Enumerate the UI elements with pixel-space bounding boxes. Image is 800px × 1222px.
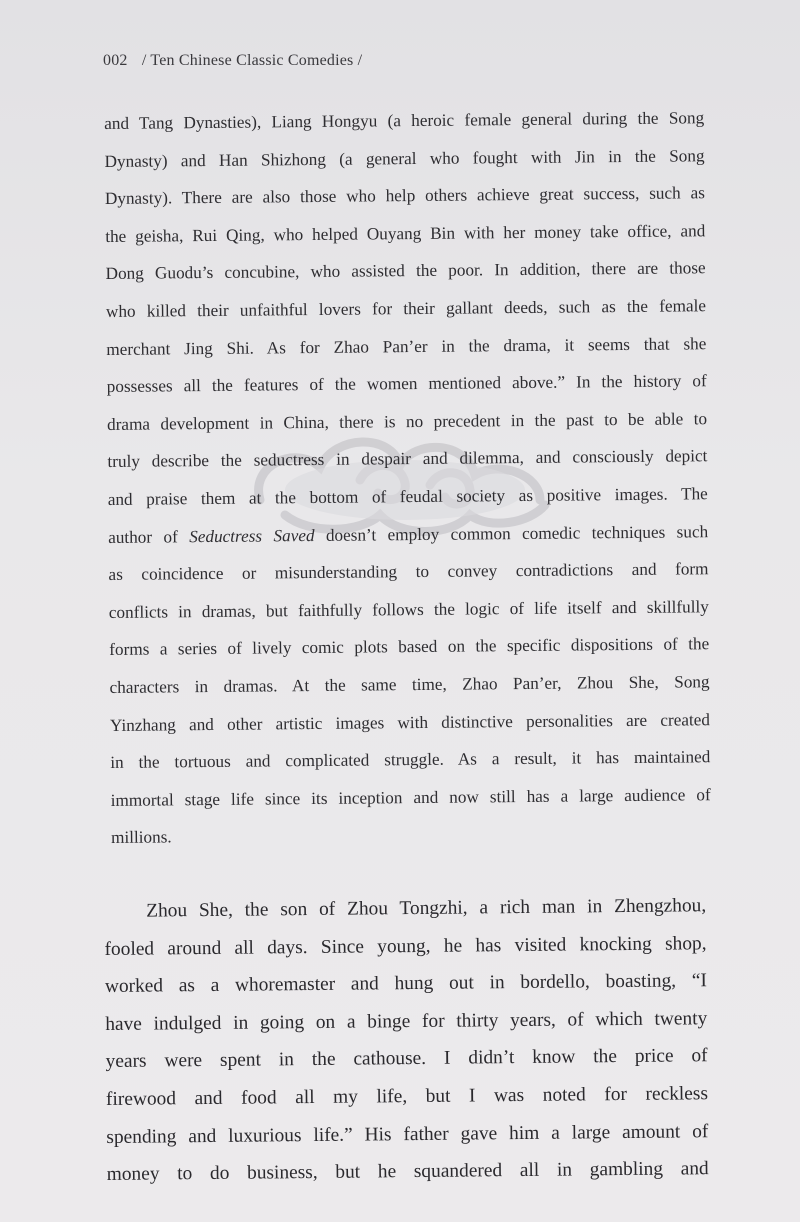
text-line: firewood and food all my life, but I was noted for reckless [105,1083,709,1110]
text-line: immortal stage life since its inception and now still has a large audience of [110,784,711,810]
text-line: spending and luxurious life.” His father gave him a large amount of [106,1120,709,1148]
running-title: / Ten Chinese Classic Comedies / [141,52,363,69]
text-line: forms a series of lively comic plots based on the specific dispositions of the [109,634,710,660]
text-line: money to do business, but he squandered all in gambling and [106,1158,709,1186]
text-line: truly describe the seductress in despair and dilemma, and consciously depict [107,446,708,472]
work-title: Seductress Saved [189,525,315,546]
text-line: characters in dramas. At the same time, Zhao Pan’er, Zhou She, Song [109,672,710,697]
text-line: who killed their unfaithful lovers for their gallant deeds, such as the female [105,296,707,321]
paragraph-continued [104,99,711,857]
text-line: the geisha, Rui Qing, who helped Ouyang Bin with her money take office, and [105,221,706,246]
text-line: drama development in China, there is no precedent in the past to be able to [106,408,708,434]
text-line: as coincidence or misunderstanding to convey contradictions and form [108,559,709,585]
text-line: fooled around all days. Since young, he has visited knocking shop, [104,932,707,960]
text-line: merchant Jing Shi. As for Zhao Pan’er in the drama, it seems that she [106,333,707,359]
text-line: years were spent in the cathouse. I didn’t know the price of [105,1045,708,1073]
text-fragment: author of [108,526,190,547]
text-line: and Tang Dynasties), Liang Hongyu (a heroic female general during the Song [104,108,705,133]
running-head [103,52,362,70]
text-line: conflicts in dramas, but faithfully follows the logic of life itself and skillfully [108,596,709,622]
text-line: millions. [110,827,172,848]
page-number: 002 [103,52,128,69]
text-line: Dynasty) and Han Shizhong (a general who fought with Jin in the Song [104,145,705,171]
text-line: Dong Guodu’s concubine, who assisted the poor. In addition, there are those [105,258,706,284]
text-line: Dynasty). There are also those who help others achieve great success, such as [104,183,705,209]
text-line: have indulged in going on a binge for thirty years, of which twenty [105,1007,708,1035]
text-fragment: doesn’t employ common comedic techniques such [314,521,709,545]
paragraph-zhou-she [104,887,709,1194]
text-line: Zhou She, the son of Zhou Tongzhi, a rich man in Zhengzhou, [146,895,707,922]
text-line: in the tortuous and complicated struggle. As a result, it has maintained [110,747,711,773]
text-line: worked as a whoremaster and hung out in bordello, boasting, “I [104,970,707,998]
text-line: and praise them at the bottom of feudal society as positive images. The [107,484,708,509]
text-line: possesses all the features of the women mentioned above.” In the history of [106,371,707,397]
text-line: Yinzhang and other artistic images with distinctive personalities are created [109,709,711,735]
text-line-with-title [108,513,708,556]
